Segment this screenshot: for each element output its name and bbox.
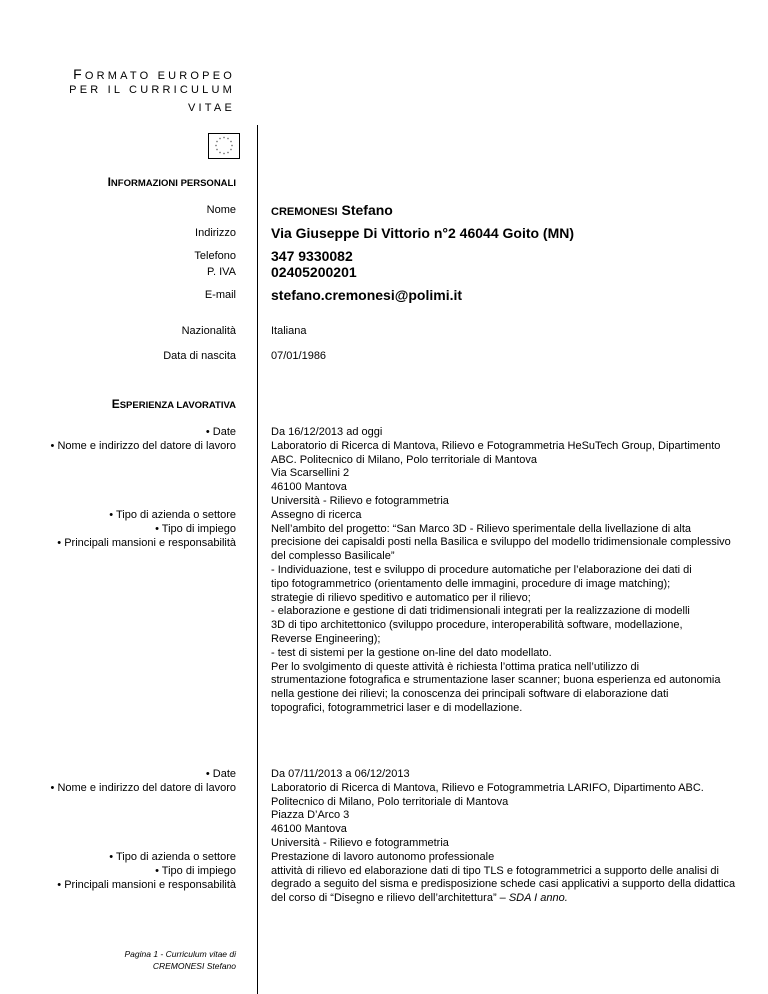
job2-label-date: • Date: [205, 768, 236, 780]
job2-employer-line: Piazza D’Arco 3: [271, 809, 350, 822]
footer-line2: CREMONESI Stefano: [152, 961, 236, 971]
label-phone: Telefono: [194, 250, 236, 262]
eu-flag-icon: [208, 133, 240, 159]
svg-text:*: *: [216, 148, 218, 153]
svg-text:*: *: [216, 140, 218, 145]
value-phone: 347 9330082: [271, 248, 353, 264]
column-divider: [257, 125, 258, 994]
job1-employer-line: Via Scarsellini 2: [271, 467, 350, 480]
job1-label-sector: • Tipo di azienda o settore: [109, 509, 236, 521]
cv-header-line3: VITAE: [188, 102, 235, 114]
job2-label-sector: • Tipo di azienda o settore: [109, 851, 236, 863]
eu-stars: [209, 134, 239, 158]
job1-duty-line: del complesso Basilicale”: [271, 550, 395, 563]
job1-duty-line: nella gestione dei rilievi; la conoscenza dei principali software di elaborazione dati: [271, 688, 669, 701]
job2-sector: Università - Rilievo e fotogrammetria: [271, 836, 449, 849]
label-birthdate: Data di nascita: [163, 350, 236, 362]
job1-employer-line: Laboratorio di Ricerca di Mantova, Rilievo e Fotogrammetria HeSuTech Group, Dipartimento: [271, 439, 721, 452]
value-address: Via Giuseppe Di Vittorio n°2 46044 Goito (MN): [271, 225, 575, 241]
label-nationality: Nazionalità: [181, 325, 236, 337]
svg-text:*: *: [227, 137, 229, 142]
job2-date: Da 07/11/2013 a 06/12/2013: [271, 768, 410, 780]
job1-duty-line: strategie di rilievo speditivo e automatico per il rilievo;: [271, 591, 531, 604]
job1-job-type: Assegno di ricerca: [271, 508, 362, 521]
label-email: E-mail: [204, 289, 236, 301]
value-nationality: Italiana: [271, 325, 307, 337]
job1-duty-line: Nell’ambito del progetto: “San Marco 3D - Rilievo sperimentale della livellazione di alta: [271, 522, 692, 535]
job1-duty-line: precisione dei capisaldi posti nella Basilica e sviluppo del modello tridimensionale complessivo: [271, 536, 731, 549]
job2-employer-line: 46100 Mantova: [271, 823, 347, 836]
job1-sector: Università - Rilievo e fotogrammetria: [271, 494, 449, 507]
job2-duty-line: degrado a seguito del sisma e predisposizione schede casi applicativi a supporto della didattica: [271, 878, 736, 891]
job2-label-duties: • Principali mansioni e responsabilità: [57, 879, 236, 891]
job1-employer-line: 46100 Mantova: [271, 481, 347, 494]
svg-text:*: *: [230, 148, 232, 153]
section-work-experience: ESPERIENZA LAVORATIVA: [111, 397, 236, 411]
svg-text:*: *: [215, 144, 217, 149]
job1-label-date: • Date: [205, 426, 236, 438]
value-email[interactable]: stefano.cremonesi@polimi.it: [271, 287, 463, 303]
job2-label-employer: • Nome e indirizzo del datore di lavoro: [50, 782, 236, 794]
page-number: 1: [153, 949, 159, 959]
svg-text:*: *: [230, 140, 232, 145]
svg-text:*: *: [231, 144, 233, 149]
label-address: Indirizzo: [195, 227, 236, 239]
job2-label-job-type: • Tipo di impiego: [155, 865, 236, 877]
job1-duty-line: - Individuazione, test e sviluppo di procedure automatiche per l’elaborazione dei dati di: [271, 563, 692, 576]
job2-employer-line: Laboratorio di Ricerca di Mantova, Rilievo e Fotogrammetria LARIFO, Dipartimento ABC.: [271, 781, 704, 794]
job1-duty-line: topografici, fotogrammetrici laser e di modellazione.: [271, 701, 523, 714]
job1-details: [271, 426, 741, 716]
cv-header-line1: FORMATO EUROPEO: [73, 66, 235, 82]
job1-label-duties: • Principali mansioni e responsabilità: [57, 537, 236, 549]
label-vat: P. IVA: [207, 266, 236, 278]
job1-duty-line: Per lo svolgimento di queste attività è richiesta l’ottima pratica nell’utilizzo di: [271, 660, 640, 673]
job1-duty-line: 3D di tipo architettonico (sviluppo procedure, interoperabilità software, modellazione,: [271, 619, 683, 632]
job1-date: Da 16/12/2013 ad oggi: [271, 426, 383, 438]
label-name: Nome: [206, 204, 236, 216]
section-personal-info: INFORMAZIONI PERSONALI: [107, 175, 236, 189]
footer-line1: Pagina 1 - Curriculum vitae di: [124, 949, 236, 959]
svg-text:*: *: [219, 151, 221, 156]
job1-label-employer: • Nome e indirizzo del datore di lavoro: [50, 440, 236, 452]
job2-duty-line-last: del corso di “Disegno e rilievo dell’architettura” – SDA I anno.: [271, 892, 568, 905]
job1-employer-line: ABC. Politecnico di Milano, Polo territoriale di Mantova: [271, 453, 537, 466]
job2-duty-line: attività di rilievo ed elaborazione dati di tipo TLS e fotogrammetrici a supporto delle analisi di: [271, 864, 719, 877]
job2-details: [271, 768, 741, 906]
job1-duty-line: Reverse Engineering);: [271, 632, 381, 645]
job1-duty-line: strumentazione fotografica e strumentazione laser scanner; buona esperienza ed autonomia: [271, 674, 721, 687]
page-footer: [124, 948, 236, 972]
value-name: CREMONESI Stefano: [271, 202, 393, 218]
job1-label-job-type: • Tipo di impiego: [155, 523, 236, 535]
svg-text:*: *: [223, 152, 225, 157]
svg-text:*: *: [223, 136, 225, 141]
value-vat: 02405200201: [271, 264, 357, 280]
svg-text:*: *: [219, 137, 221, 142]
job2-job-type: Prestazione di lavoro autonomo professionale: [271, 850, 495, 863]
cv-header-line2: PER IL CURRICULUM: [69, 84, 235, 96]
job2-employer-line: Politecnico di Milano, Polo territoriale di Mantova: [271, 795, 509, 808]
job1-duty-line: - test di sistemi per la gestione on-line del dato modellato.: [271, 646, 552, 659]
job1-duty-line: - elaborazione e gestione di dati tridimensionali integrati per la realizzazione di modelli: [271, 605, 690, 618]
value-birthdate: 07/01/1986: [271, 350, 327, 362]
svg-text:*: *: [227, 151, 229, 156]
job1-duty-line: tipo fotogrammetrico (orientamento delle immagini, procedure di image matching);: [271, 577, 671, 590]
